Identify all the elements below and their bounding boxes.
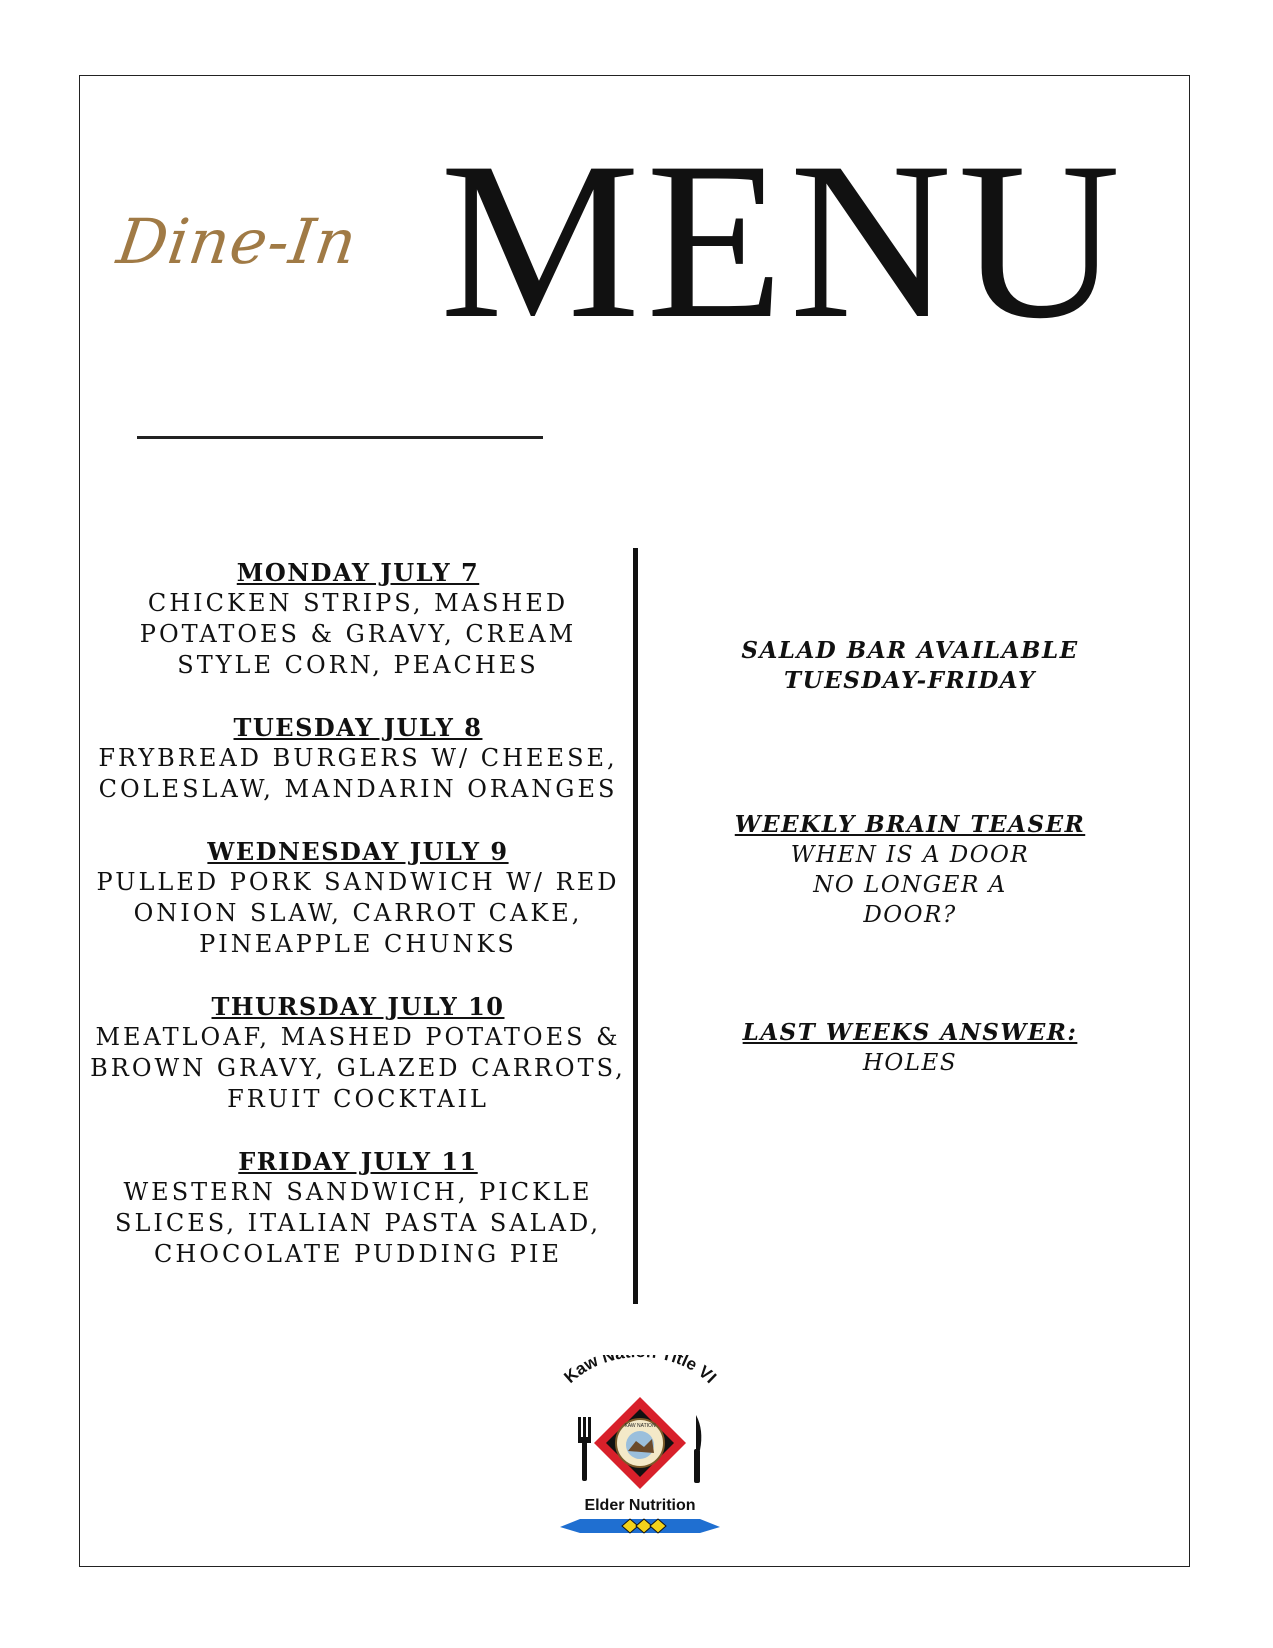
day-wednesday [88, 837, 628, 960]
logo-graphic [540, 1355, 740, 1535]
day-items: CHICKEN STRIPS, MASHED POTATOES & GRAVY, CREAM STYLE CORN, PEACHES [139, 589, 577, 679]
day-items: FRYBREAD BURGERS W/ CHEESE, COLESLAW, MANDARIN ORANGES [98, 744, 618, 803]
menu-subtitle: Dine-In [112, 205, 362, 278]
answer-text: HOLES [862, 1050, 958, 1076]
answer-heading: LAST WEEKS ANSWER: [742, 1019, 1078, 1046]
day-heading: WEDNESDAY JULY 9 [207, 837, 509, 866]
teaser-text: WHEN IS A DOOR NO LONGER A DOOR? [790, 842, 1030, 928]
logo-top-text: Kaw N itle VI [560, 1355, 721, 1387]
day-heading: THURSDAY JULY 10 [211, 992, 505, 1021]
salad-line-2: TUESDAY-FRIDAY [784, 667, 1036, 694]
day-heading: FRIDAY JULY 11 [238, 1147, 478, 1176]
salad-line-1: SALAD BAR AVAILABLE [741, 637, 1079, 664]
logo-bottom-text: Elder Nutrition [584, 1497, 696, 1514]
day-heading: MONDAY JULY 7 [236, 558, 480, 587]
day-items: PULLED PORK SANDWICH W/ RED ONION SLAW, CARROT CAKE, PINEAPPLE CHUNKS [96, 868, 620, 958]
brain-teaser [700, 810, 1120, 930]
day-monday [88, 558, 628, 681]
daily-menu-list [88, 558, 628, 1302]
salad-bar-note [700, 636, 1120, 696]
kaw-nation-logo [540, 1355, 740, 1535]
menu-title: MENU [440, 115, 1127, 365]
fork-icon [578, 1417, 591, 1481]
svg-text:KAW NATION: KAW NATION [624, 1423, 656, 1429]
knife-icon [694, 1415, 701, 1483]
header-rule [137, 436, 543, 439]
day-tuesday [88, 713, 628, 805]
column-divider [633, 548, 638, 1304]
day-items: WESTERN SANDWICH, PICKLE SLICES, ITALIAN PASTA SALAD, CHOCOLATE PUDDING PIE [115, 1178, 601, 1268]
arrow-band-icon [560, 1519, 720, 1533]
day-heading: TUESDAY JULY 8 [233, 713, 483, 742]
day-items: MEATLOAF, MASHED POTATOES & BROWN GRAVY, GLAZED CARROTS, FRUIT COCKTAIL [90, 1023, 626, 1113]
day-friday [88, 1147, 628, 1270]
teaser-heading: WEEKLY BRAIN TEASER [734, 811, 1086, 838]
day-thursday [88, 992, 628, 1115]
last-weeks-answer [700, 1018, 1120, 1078]
